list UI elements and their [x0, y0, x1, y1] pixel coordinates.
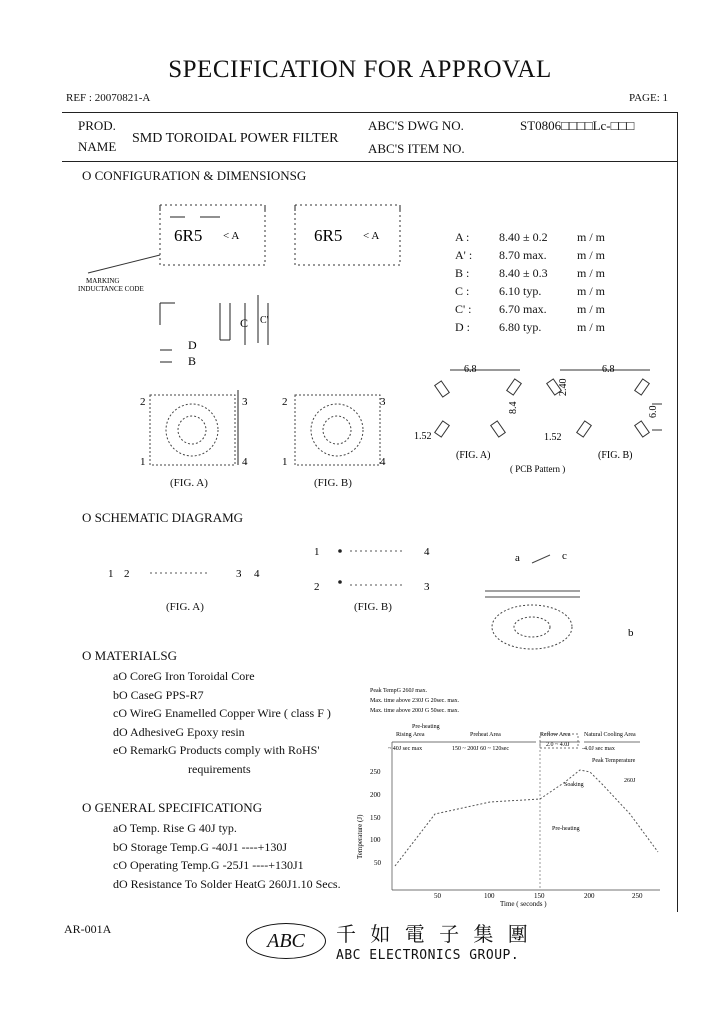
pin-4-b: 4 [380, 456, 386, 468]
profile-rising: Rising Area [396, 732, 425, 738]
marking-a: 6R5 [174, 226, 203, 245]
x-axis-label: Time ( seconds ) [500, 900, 547, 908]
arrow-b-icon: < A [363, 230, 380, 242]
dim-c: C [240, 316, 249, 330]
pin-4-a: 4 [242, 456, 248, 468]
company-chinese-name: 千 如 電 子 集 團 [336, 922, 532, 946]
pcb-a-side: 8.4 [508, 401, 519, 414]
ytick-100: 100 [370, 836, 381, 844]
pcb-pattern-label: ( PCB Pattern ) [510, 464, 566, 474]
profile-note2: Max. time above 230J G 20sec. max. [370, 698, 460, 704]
marking-leader [88, 255, 160, 273]
abc-logo: ABC [246, 923, 326, 959]
sch-a-pin1: 1 [108, 568, 114, 580]
dim-row: D : 6.80 typ. m / m [455, 320, 606, 334]
arrow-a-icon: < A [223, 230, 240, 242]
sch-a-pin4: 4 [254, 568, 260, 580]
dim-b: B [188, 354, 197, 368]
profile-preheat: Pre-heating [412, 724, 440, 730]
material-item: eO RemarkG Products comply with RoHS' [113, 743, 320, 757]
profile-260: 260J [624, 778, 636, 784]
pcb-b-side2: 6.0 [648, 405, 659, 418]
ytick-150: 150 [370, 814, 381, 822]
pcb-a-left: 1.52 [414, 431, 432, 442]
profile-soaking: Soaking [564, 782, 584, 788]
pin-1-b: 1 [282, 456, 288, 468]
general-list [113, 819, 341, 893]
profile-rate1: ~ 40J sec max [388, 746, 423, 752]
pcb-pattern [410, 362, 670, 477]
dimension-drawings [60, 195, 420, 485]
dimension-table [455, 230, 605, 338]
company-english-name: ABC ELECTRONICS GROUP. [336, 948, 520, 963]
dim-c2: C' [260, 315, 269, 326]
page-number: PAGE: 1 [629, 92, 669, 104]
marking-b: 6R5 [314, 226, 343, 245]
pcb-fig-b: (FIG. B) [598, 450, 633, 461]
profile-rate4: -4.0J sec max [582, 746, 615, 752]
sch-b-pin1: 1 [314, 546, 320, 558]
dwg-value: ST0806□□□□Lc-□□□ [520, 118, 635, 133]
profile-preheat-area: Preheat Area [470, 732, 501, 738]
config-fig-b: (FIG. B) [314, 477, 352, 489]
xtick-200: 200 [584, 892, 595, 900]
profile-rate2: 150 ~ 200J 60 ~ 120sec [452, 746, 509, 752]
xtick-50: 50 [434, 892, 441, 900]
dim-row: A' : 8.70 max. m / m [455, 248, 606, 262]
marking-label: MARKING [86, 277, 120, 285]
general-heading: O GENERAL SPECIFICATIONG [82, 800, 263, 815]
pcb-fig-a: (FIG. A) [456, 450, 491, 461]
dim-row: C : 6.10 typ. m / m [455, 284, 606, 298]
sch-b-pin4: 4 [424, 546, 430, 558]
material-item: requirements [188, 761, 251, 776]
ytick-200: 200 [370, 791, 381, 799]
name-label: NAME [78, 139, 117, 154]
general-item: dO Resistance To Solder HeatG 260J1.10 Secs. [113, 876, 341, 891]
profile-reflow: Reflow Area [540, 732, 571, 738]
profile-rate3: 2.0 ~ 4.0J [546, 742, 570, 748]
material-item: cO WireG Enamelled Copper Wire ( class F ) [113, 706, 331, 720]
inductance-label: INDUCTANCE CODE [78, 285, 144, 293]
product-name: SMD TOROIDAL POWER FILTER [132, 131, 339, 146]
sch-b-pin2: 2 [314, 581, 320, 593]
item-label: ABC'S ITEM NO. [368, 141, 465, 156]
config-heading: O CONFIGURATION & DIMENSIONSG [82, 168, 307, 183]
pin-2-a: 2 [140, 396, 146, 408]
schematic-fig-b: (FIG. B) [354, 601, 392, 613]
materials-list [113, 667, 331, 778]
prod-label: PROD. [78, 118, 116, 133]
ytick-250: 250 [370, 768, 381, 776]
dwg-label: ABC'S DWG NO. [368, 118, 464, 133]
config-fig-a: (FIG. A) [170, 477, 208, 489]
sch-b-pin3: 3 [424, 581, 430, 593]
sch-a-pin2: 2 [124, 568, 130, 580]
y-axis-label: Temperature (J) [356, 814, 364, 859]
pin-2-b: 2 [282, 396, 288, 408]
ytick-50: 50 [374, 859, 381, 867]
dim-d: D [188, 338, 197, 352]
ref-number: REF : 20070821-A [66, 92, 151, 104]
pcb-b-left: 1.52 [544, 432, 562, 443]
profile-cooling: Natural Cooling Area [584, 732, 636, 738]
pcb-a-top: 6.8 [464, 364, 477, 375]
schematic-drawings [100, 535, 670, 650]
dim-row: B : 8.40 ± 0.3 m / m [455, 266, 606, 280]
sch-a-pin3: 3 [236, 568, 242, 580]
material-item: aO CoreG Iron Toroidal Core [113, 669, 255, 683]
callout-a: a [515, 552, 520, 564]
profile-note1: Peak TempG 260J max. [370, 688, 428, 694]
general-item: aO Temp. Rise G 40J typ. [113, 821, 237, 835]
schematic-fig-a: (FIG. A) [166, 601, 204, 613]
callout-b: b [628, 627, 634, 639]
doc-code: AR-001A [64, 922, 112, 936]
dim-row: C' : 6.70 max. m / m [455, 302, 606, 316]
xtick-150: 150 [534, 892, 545, 900]
profile-note3: Max. time above 200J G 50sec. max. [370, 708, 460, 714]
general-item: bO Storage Temp.G -40J1 ----+130J [113, 839, 288, 854]
pin-3-a: 3 [242, 396, 248, 408]
material-item: dO AdhesiveG Epoxy resin [113, 724, 245, 739]
callout-c: c [562, 550, 567, 562]
pcb-b-top: 6.8 [602, 364, 615, 375]
general-item: cO Operating Temp.G -25J1 ----+130J1 [113, 858, 304, 872]
dim-row: A : 8.40 ± 0.2 m / m [455, 230, 606, 244]
page-title: SPECIFICATION FOR APPROVAL [168, 56, 552, 83]
pcb-b-side1: 2.40 [558, 378, 569, 396]
pin-3-b: 3 [380, 396, 386, 408]
materials-heading: O MATERIALSG [82, 648, 177, 663]
reflow-profile-chart [340, 684, 675, 909]
profile-peak: Peak Temperature [592, 758, 636, 764]
profile-preheat-label: Pre-heating [552, 826, 580, 832]
right-border [677, 112, 678, 912]
xtick-250: 250 [632, 892, 643, 900]
xtick-100: 100 [484, 892, 495, 900]
profile-curve [395, 770, 658, 866]
material-item: bO CaseG PPS-R7 [113, 687, 204, 702]
pin-1-a: 1 [140, 456, 146, 468]
schematic-heading: O SCHEMATIC DIAGRAMG [82, 510, 244, 525]
